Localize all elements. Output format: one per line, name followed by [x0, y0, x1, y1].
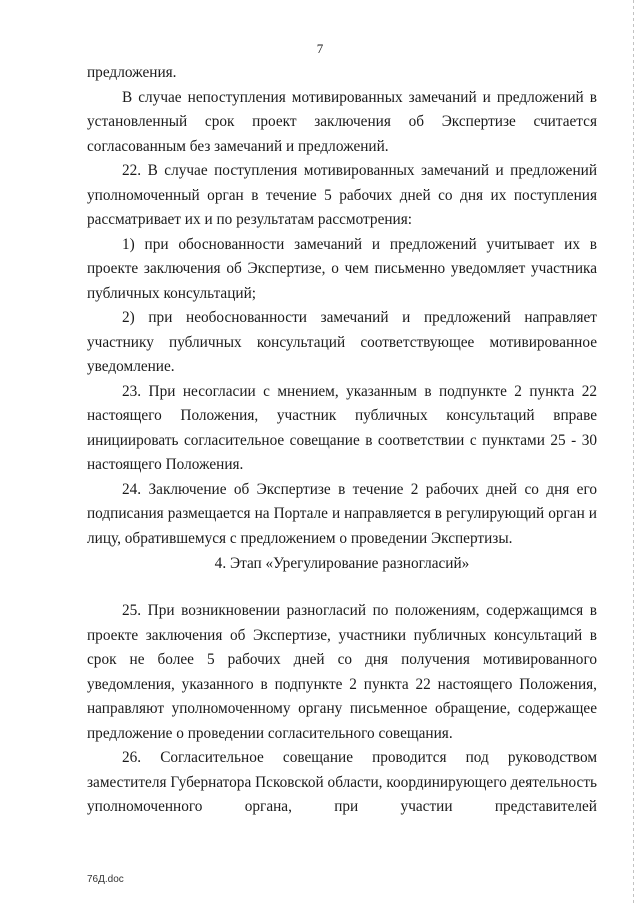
footer-filename: 76Д.doc	[87, 874, 124, 885]
body-text-top	[87, 61, 597, 551]
paragraph-26: 26. Согласительное совещание проводится под руководством заместителя Губернатора Псковской области, координирующего деятельность уполномоченного органа, при участии представителей	[87, 749, 597, 815]
page-number: 7	[316, 41, 324, 56]
section-heading: 4. Этап «Урегулирование разногласий»	[214, 555, 470, 572]
paragraph-25: 25. При возникновении разногласий по положениям, содержащимся в проекте заключения об Экспертизе, участники публичных консультаций в срок не более 5 рабочих дней со дня получения мотивированного уведомления, указанного в подпункте 2 пункта 22 настоящего Положения, направляют уполномоченному органу письменное обращение, содержащее предложение о проведении согласительного совещания.	[87, 602, 597, 742]
paragraph-no-remarks: В случае непоступления мотивированных замечаний и предложений в установленный срок проект заключения об Экспертизе считается согласованным без замечаний и предложений.	[87, 88, 597, 155]
scan-edge-line	[633, 0, 634, 905]
paragraph-24: 24. Заключение об Экспертизе в течение 2 рабочих дней со дня его подписания размещается на Портале и направляется в регулирующий орган и лицу, обратившемуся с предложением о проведении Экспертизы.	[87, 480, 597, 547]
paragraph-continuation: предложения.	[87, 64, 177, 81]
paragraph-22: 22. В случае поступления мотивированных замечаний и предложений уполномоченный орган в течение 5 рабочих дней со дня их поступления рассматривает их и по результатам рассмотрения:	[87, 162, 597, 228]
paragraph-22-sub-2: 2) при необоснованности замечаний и предложений направляет участнику публичных консультаций соответствующее мотивированное уведомление.	[87, 309, 597, 375]
body-text-bottom	[87, 599, 597, 820]
paragraph-22-sub-1: 1) при обоснованности замечаний и предложений учитывает их в проекте заключения об Экспертизе, о чем письменно уведомляет участника публичных консультаций;	[87, 235, 597, 302]
paragraph-23: 23. При несогласии с мнением, указанным в подпункте 2 пункта 22 настоящего Положения, участник публичных консультаций вправе инициировать согласительное совещание в соответствии с пунктами 25 - 30 настоящего Положения.	[87, 382, 597, 473]
